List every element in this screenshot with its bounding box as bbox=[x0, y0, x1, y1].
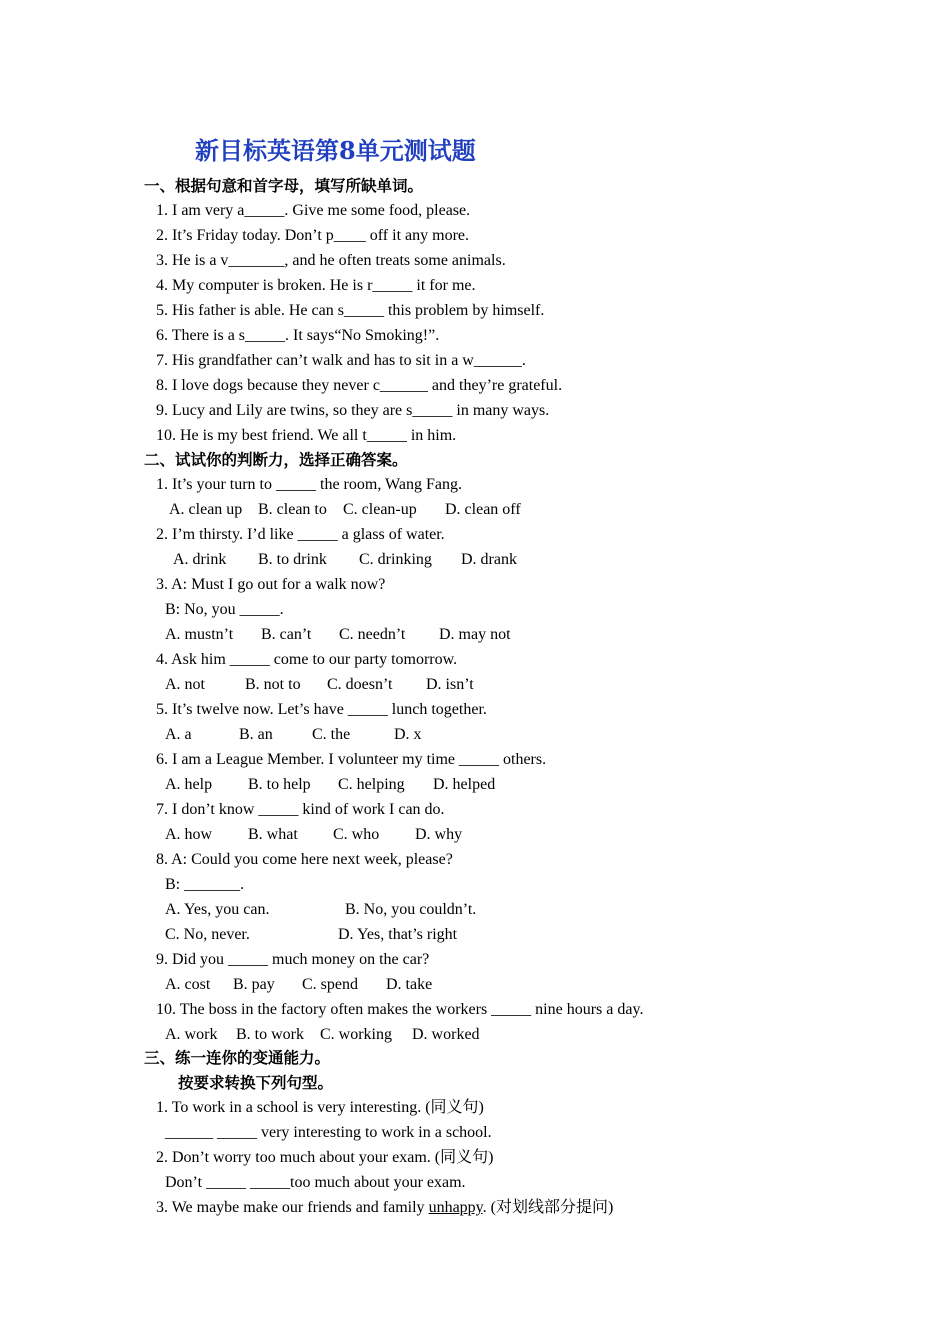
section-2-heading: 二、试试你的判断力，选择正确答案。 bbox=[144, 451, 408, 469]
s3-item-2: 2. Don’t worry too much about your exam. (同义句) bbox=[156, 1149, 494, 1166]
s2-q5: 5. It’s twelve now. Let’s have _____ lunch together. bbox=[156, 701, 487, 718]
s2-q9-opt-d: D. take bbox=[386, 976, 433, 993]
s2-q8-b: B: _______. bbox=[165, 876, 245, 893]
s2-q4-opt-a: A. not bbox=[165, 676, 205, 693]
s1-item-10: 10. He is my best friend. We all t_____ in him. bbox=[156, 427, 457, 444]
s1-item-7: 7. His grandfather can’t walk and has to sit in a w______. bbox=[156, 352, 526, 369]
s2-q10-opt-d: D. worked bbox=[412, 1026, 480, 1043]
s2-q8-opt-d: D. Yes, that’s right bbox=[338, 926, 458, 943]
s2-q9-opt-b: B. pay bbox=[233, 976, 275, 993]
s2-q8-opt-a: A. Yes, you can. bbox=[165, 901, 270, 918]
s2-q7-opt-a: A. how bbox=[165, 826, 213, 843]
s2-q6-opt-c: C. helping bbox=[338, 776, 405, 793]
s2-q7: 7. I don’t know _____ kind of work I can do. bbox=[156, 801, 445, 818]
s2-q4-opt-d: D. isn’t bbox=[426, 676, 474, 693]
s2-q1-opt-a: A. clean up bbox=[169, 501, 243, 518]
s2-q2-opt-b: B. to drink bbox=[258, 551, 327, 568]
s2-q3-opt-b: B. can’t bbox=[261, 626, 312, 643]
s2-q10-opt-c: C. working bbox=[320, 1026, 392, 1043]
s2-q10-opt-b: B. to work bbox=[236, 1026, 304, 1043]
s2-q5-opt-b: B. an bbox=[239, 726, 273, 743]
s2-q6-opt-d: D. helped bbox=[433, 776, 496, 793]
s2-q1-opt-d: D. clean off bbox=[445, 501, 521, 518]
s2-q2-opt-a: A. drink bbox=[173, 551, 227, 568]
s3-item-1: 1. To work in a school is very interesting. (同义句) bbox=[156, 1099, 484, 1116]
section-1-heading: 一、根据句意和首字母，填写所缺单词。 bbox=[144, 177, 424, 195]
s2-q3-opt-c: C. needn’t bbox=[339, 626, 406, 643]
section-3-heading: 三、练一连你的变通能力。 bbox=[144, 1049, 331, 1067]
s2-q6-opt-a: A. help bbox=[165, 776, 213, 793]
s2-q2-opt-d: D. drank bbox=[461, 551, 517, 568]
s1-item-9: 9. Lucy and Lily are twins, so they are s_____ in many ways. bbox=[156, 402, 550, 419]
s1-item-3: 3. He is a v_______, and he often treats some animals. bbox=[156, 252, 506, 269]
s2-q7-opt-c: C. who bbox=[333, 826, 380, 843]
s1-item-6: 6. There is a s_____. It says“No Smoking!”. bbox=[156, 327, 440, 344]
s2-q4-opt-b: B. not to bbox=[245, 676, 301, 693]
s2-q10-opt-a: A. work bbox=[165, 1026, 218, 1043]
page-title: 新目标英语第8单元测试题 bbox=[195, 136, 476, 165]
s2-q2-opt-c: C. drinking bbox=[359, 551, 432, 568]
s2-q3: 3. A: Must I go out for a walk now? bbox=[156, 576, 386, 593]
s2-q9-opt-a: A. cost bbox=[165, 976, 211, 993]
s2-q8: 8. A: Could you come here next week, please? bbox=[156, 851, 453, 868]
s3-item-2-blank: Don’t _____ _____too much about your exam. bbox=[165, 1174, 466, 1191]
s2-q2: 2. I’m thirsty. I’d like _____ a glass of water. bbox=[156, 526, 445, 543]
s2-q9: 9. Did you _____ much money on the car? bbox=[156, 951, 430, 968]
s2-q4-opt-c: C. doesn’t bbox=[327, 676, 393, 693]
s3-item-1-blank: ______ _____ very interesting to work in a school. bbox=[165, 1124, 492, 1141]
s1-item-4: 4. My computer is broken. He is r_____ it for me. bbox=[156, 277, 476, 294]
s2-q3-opt-a: A. mustn’t bbox=[165, 626, 234, 643]
s2-q1-opt-b: B. clean to bbox=[258, 501, 327, 518]
s2-q1-opt-c: C. clean-up bbox=[343, 501, 417, 518]
s2-q6-opt-b: B. to help bbox=[248, 776, 311, 793]
s2-q7-opt-d: D. why bbox=[415, 826, 463, 843]
s2-q8-opt-c: C. No, never. bbox=[165, 926, 250, 943]
s2-q6: 6. I am a League Member. I volunteer my time _____ others. bbox=[156, 751, 547, 768]
s2-q3-b: B: No, you _____. bbox=[165, 601, 284, 618]
section-3-subheading: 按要求转换下列句型。 bbox=[178, 1074, 334, 1092]
s2-q7-opt-b: B. what bbox=[248, 826, 298, 843]
s3-item-3-underlined: unhappy bbox=[428, 1199, 483, 1216]
s1-item-1: 1. I am very a_____. Give me some food, please. bbox=[156, 202, 471, 219]
s2-q4: 4. Ask him _____ come to our party tomorrow. bbox=[156, 651, 458, 668]
s2-q3-opt-d: D. may not bbox=[439, 626, 511, 643]
s2-q5-opt-c: C. the bbox=[312, 726, 351, 743]
s1-item-8: 8. I love dogs because they never c______ and they’re grateful. bbox=[156, 377, 563, 394]
s3-item-3-post: . (对划线部分提问) bbox=[482, 1199, 614, 1216]
s2-q5-opt-d: D. x bbox=[394, 726, 422, 743]
s2-q8-opt-b: B. No, you couldn’t. bbox=[345, 901, 477, 918]
s2-q1: 1. It’s your turn to _____ the room, Wang Fang. bbox=[156, 476, 462, 493]
s3-item-3-pre: 3. We maybe make our friends and family bbox=[156, 1199, 429, 1216]
s2-q9-opt-c: C. spend bbox=[302, 976, 358, 993]
s3-item-3 bbox=[156, 1198, 613, 1218]
s1-item-2: 2. It’s Friday today. Don’t p____ off it any more. bbox=[156, 227, 469, 244]
s1-item-5: 5. His father is able. He can s_____ this problem by himself. bbox=[156, 302, 545, 319]
s2-q10: 10. The boss in the factory often makes the workers _____ nine hours a day. bbox=[156, 1001, 644, 1018]
s2-q5-opt-a: A. a bbox=[165, 726, 192, 743]
